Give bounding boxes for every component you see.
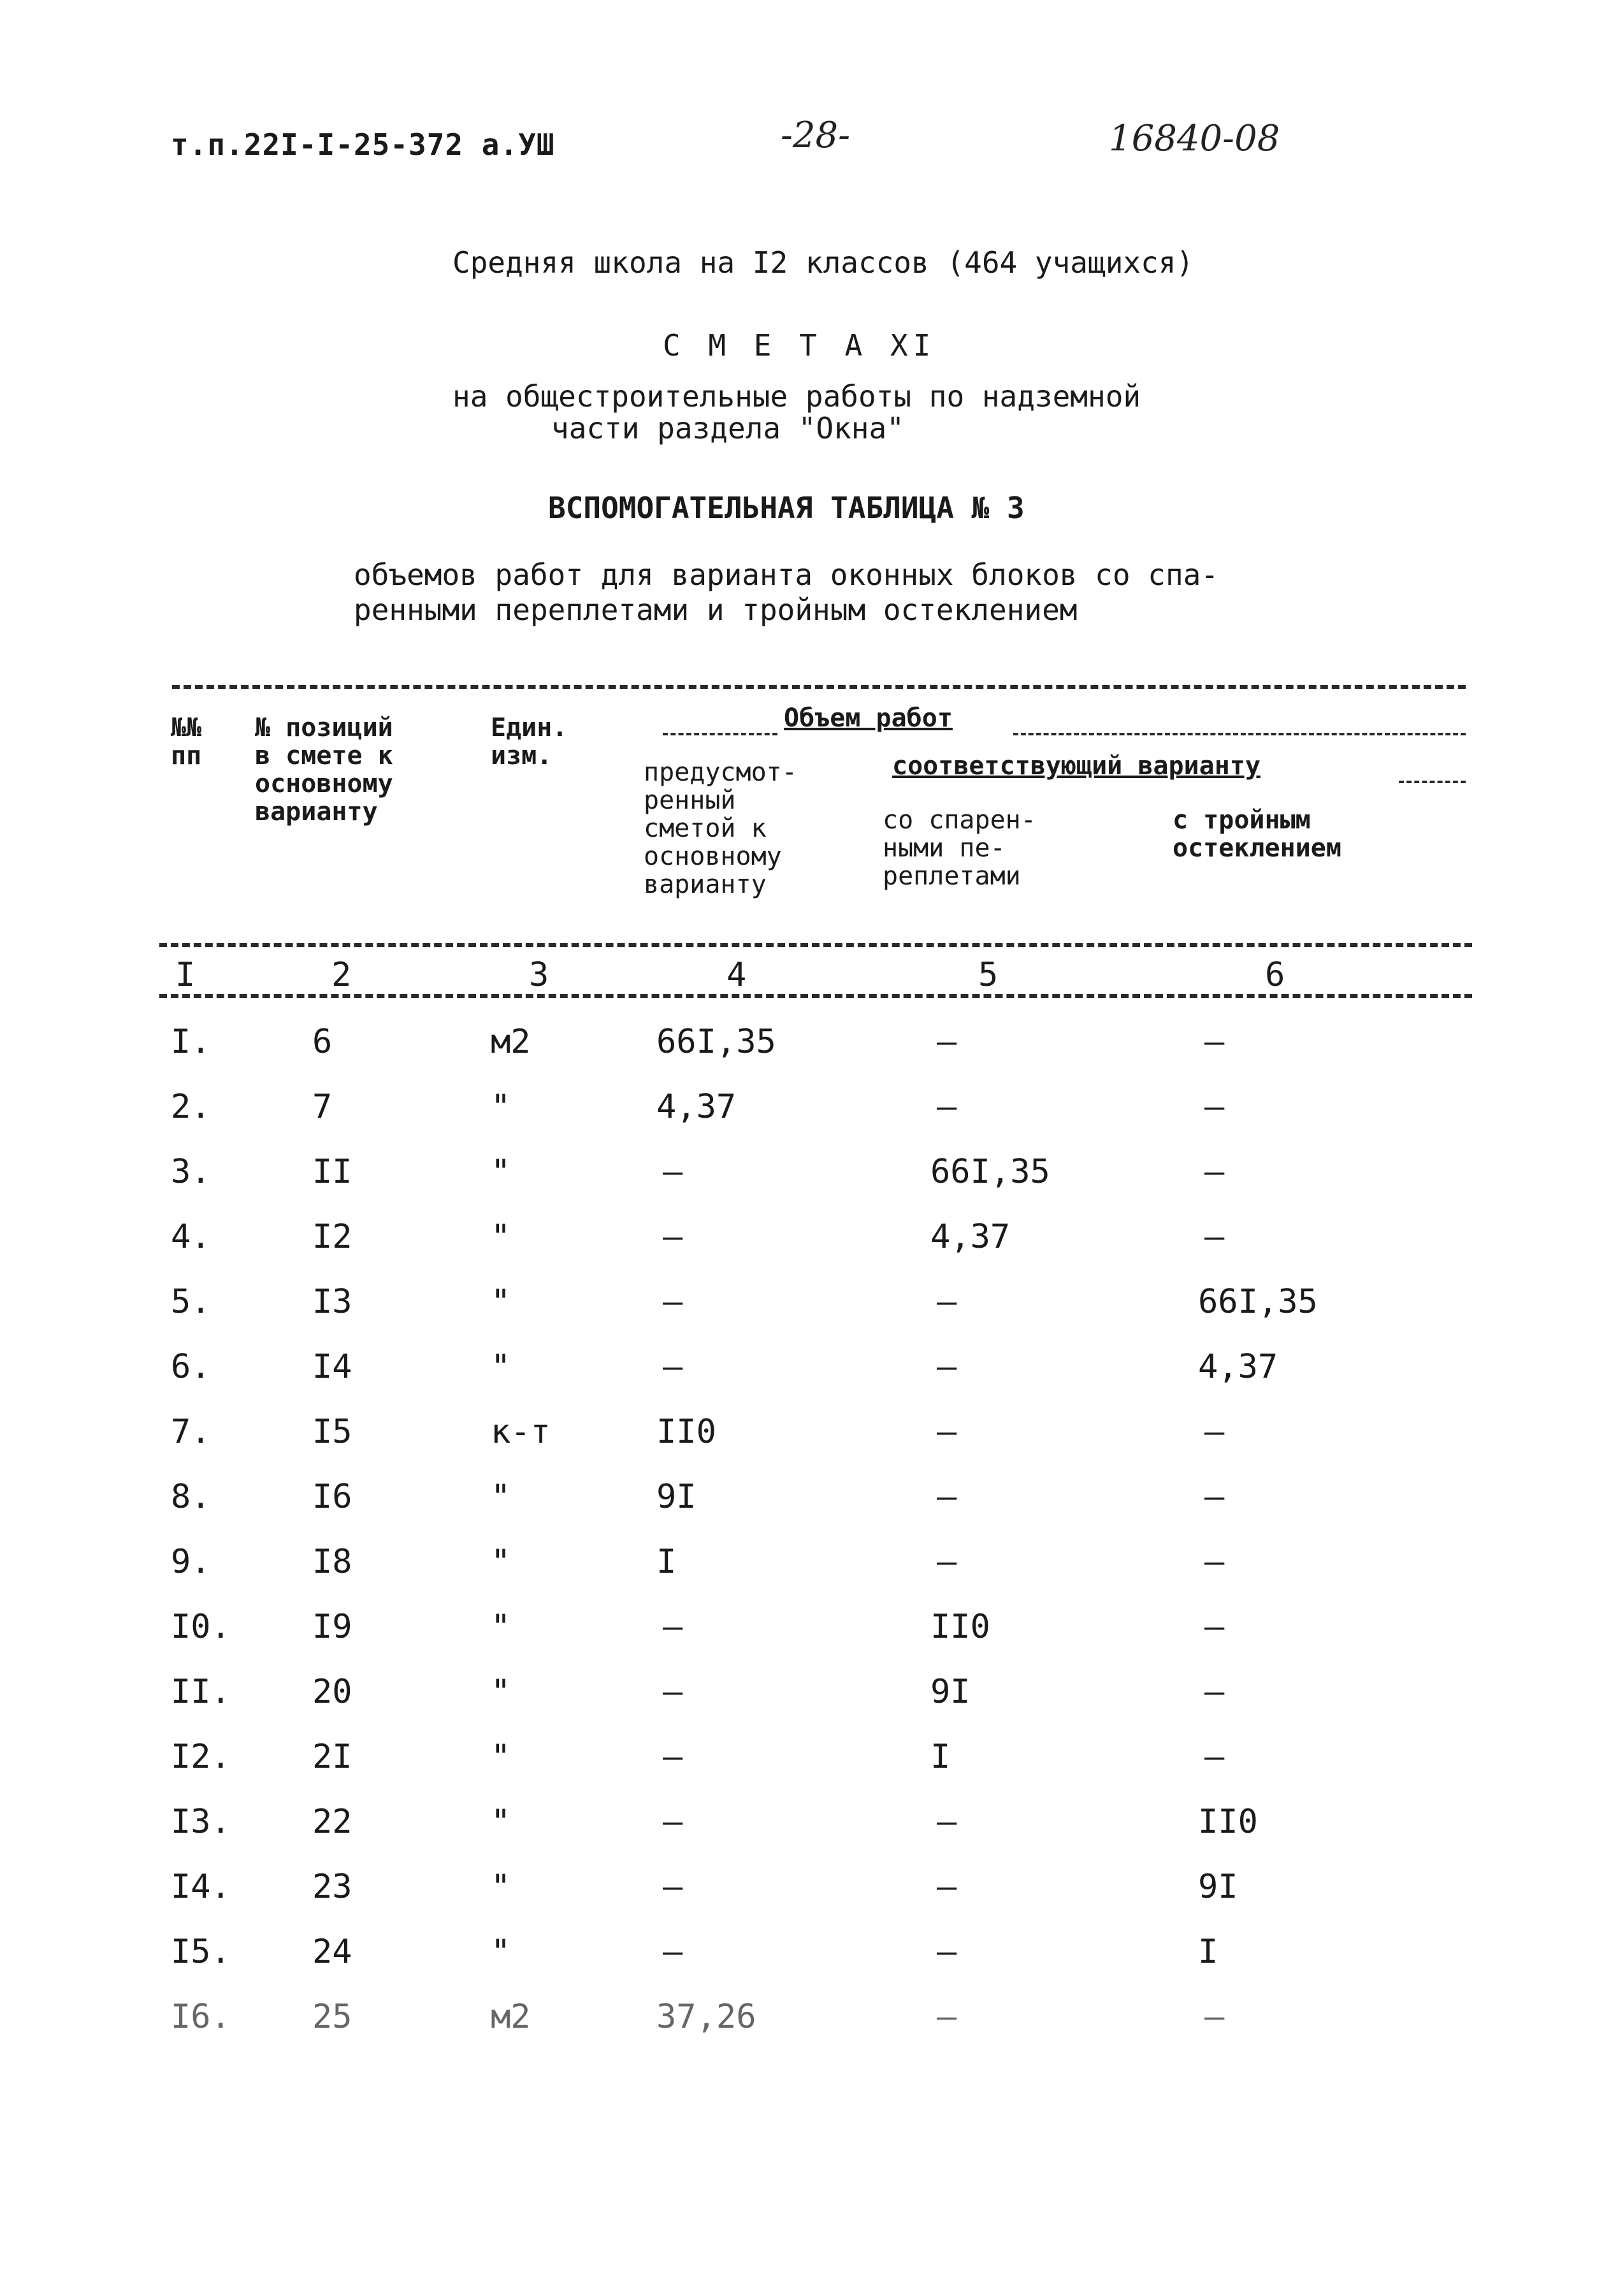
table-top-rule: [172, 685, 1466, 689]
position-number: 25: [312, 1998, 352, 2036]
position-number: I9: [312, 1608, 352, 1646]
row-number: 3.: [171, 1153, 211, 1191]
paired-sashes-value: –: [937, 1348, 957, 1386]
document-reference: т.п.22I-I-25-372 а.УШ: [171, 127, 555, 162]
row-number: 7.: [171, 1413, 211, 1451]
base-variant-value: I: [656, 1543, 677, 1581]
unit: ": [491, 1153, 511, 1191]
header-col-base-variant: предусмот- ренный сметой к основному варианту: [644, 758, 797, 899]
column-numbers-top-rule: [159, 943, 1472, 947]
base-variant-value: –: [663, 1348, 683, 1386]
paired-sashes-value: –: [937, 1998, 957, 2036]
unit: ": [491, 1738, 511, 1776]
header-col-triple-glazing: с тройным остеклением: [1173, 805, 1341, 863]
unit: ": [491, 1803, 511, 1841]
base-variant-value: –: [663, 1738, 683, 1776]
school-title: Средняя школа на I2 классов (464 учащихся): [452, 245, 1194, 280]
triple-glazing-value: II0: [1198, 1803, 1258, 1841]
unit: ": [491, 1283, 511, 1321]
paired-sashes-value: 66I,35: [930, 1153, 1050, 1191]
row-number: 2.: [171, 1088, 211, 1126]
subgroup-rule-right: [1399, 781, 1466, 783]
unit: ": [491, 1933, 511, 1971]
paired-sashes-value: 4,37: [930, 1218, 1011, 1256]
row-number: 6.: [171, 1348, 211, 1386]
position-number: I6: [312, 1478, 352, 1516]
header-col-number: №№ пп: [171, 713, 202, 770]
position-number: 24: [312, 1933, 352, 1971]
triple-glazing-value: –: [1204, 1088, 1225, 1126]
unit: ": [491, 1088, 511, 1126]
paired-sashes-value: –: [937, 1543, 957, 1581]
column-number: 3: [529, 956, 549, 994]
row-number: I2.: [171, 1738, 231, 1776]
row-number: II.: [171, 1673, 231, 1711]
position-number: 6: [312, 1023, 333, 1061]
unit: ": [491, 1608, 511, 1646]
group-rule-left: [663, 733, 777, 735]
triple-glazing-value: –: [1204, 1413, 1225, 1451]
unit: ": [491, 1218, 511, 1256]
base-variant-value: –: [663, 1153, 683, 1191]
triple-glazing-value: 4,37: [1198, 1348, 1278, 1386]
column-number: 4: [726, 956, 747, 994]
triple-glazing-value: –: [1204, 1218, 1225, 1256]
row-number: I.: [171, 1023, 211, 1061]
triple-glazing-value: 66I,35: [1198, 1283, 1318, 1321]
unit: к-т: [491, 1413, 551, 1451]
estimate-title: С М Е Т А XI: [663, 328, 936, 363]
header-col-unit: Един. изм.: [491, 713, 568, 770]
paired-sashes-value: I: [930, 1738, 951, 1776]
base-variant-value: –: [663, 1803, 683, 1841]
header-col-paired-sashes: со спарен- ными пе- реплетами: [883, 805, 1036, 891]
paired-sashes-value: –: [937, 1478, 957, 1516]
base-variant-value: –: [663, 1608, 683, 1646]
paired-sashes-value: –: [937, 1413, 957, 1451]
base-variant-value: 4,37: [656, 1088, 737, 1126]
estimate-subject-line1: на общестроительные работы по надземной: [452, 379, 1141, 414]
unit: ": [491, 1673, 511, 1711]
triple-glazing-value: –: [1204, 1738, 1225, 1776]
unit: ": [491, 1868, 511, 1906]
triple-glazing-value: 9I: [1198, 1868, 1238, 1906]
paired-sashes-value: –: [937, 1933, 957, 1971]
position-number: 23: [312, 1868, 352, 1906]
position-number: 7: [312, 1088, 333, 1126]
row-number: I4.: [171, 1868, 231, 1906]
position-number: I2: [312, 1218, 352, 1256]
table-subject-line2: ренными переплетами и тройным остеклением: [354, 593, 1078, 627]
group-rule-right: [1013, 733, 1466, 735]
row-number: I6.: [171, 1998, 231, 2036]
row-number: 5.: [171, 1283, 211, 1321]
position-number: 22: [312, 1803, 352, 1841]
header-group-volume: Объем работ: [784, 704, 953, 733]
position-number: 2I: [312, 1738, 352, 1776]
row-number: 4.: [171, 1218, 211, 1256]
base-variant-value: 66I,35: [656, 1023, 776, 1061]
base-variant-value: 9I: [656, 1478, 697, 1516]
row-number: I3.: [171, 1803, 231, 1841]
column-number: 5: [978, 956, 999, 994]
position-number: II: [312, 1153, 352, 1191]
paired-sashes-value: II0: [930, 1608, 990, 1646]
triple-glazing-value: –: [1204, 1673, 1225, 1711]
unit: м2: [491, 1023, 531, 1061]
triple-glazing-value: –: [1204, 1608, 1225, 1646]
position-number: I8: [312, 1543, 352, 1581]
unit: м2: [491, 1998, 531, 2036]
base-variant-value: –: [663, 1933, 683, 1971]
table-subject-line1: объемов работ для варианта оконных блоков со спа-: [354, 558, 1219, 592]
row-number: 9.: [171, 1543, 211, 1581]
base-variant-value: –: [663, 1673, 683, 1711]
position-number: I4: [312, 1348, 352, 1386]
header-col-position: № позиций в смете к основному варианту: [255, 713, 393, 827]
triple-glazing-value: –: [1204, 1153, 1225, 1191]
unit: ": [491, 1543, 511, 1581]
triple-glazing-value: –: [1204, 1543, 1225, 1581]
page-number: -28-: [781, 115, 851, 156]
column-number: I: [175, 956, 196, 994]
base-variant-value: 37,26: [656, 1998, 756, 2036]
row-number: I0.: [171, 1608, 231, 1646]
triple-glazing-value: –: [1204, 1478, 1225, 1516]
paired-sashes-value: –: [937, 1283, 957, 1321]
base-variant-value: –: [663, 1868, 683, 1906]
column-number: 2: [331, 956, 352, 994]
position-number: 20: [312, 1673, 352, 1711]
unit: ": [491, 1478, 511, 1516]
base-variant-value: –: [663, 1218, 683, 1256]
row-number: 8.: [171, 1478, 211, 1516]
row-number: I5.: [171, 1933, 231, 1971]
paired-sashes-value: –: [937, 1088, 957, 1126]
position-number: I3: [312, 1283, 352, 1321]
estimate-subject-line2: части раздела "Окна": [551, 411, 904, 445]
archive-number: 16840-08: [1109, 118, 1280, 159]
header-subgroup-variant: соответствующий варианту: [892, 751, 1260, 781]
paired-sashes-value: –: [937, 1868, 957, 1906]
table-title: ВСПОМОГАТЕЛЬНАЯ ТАБЛИЦА № 3: [548, 491, 1025, 525]
column-number: 6: [1265, 956, 1285, 994]
position-number: I5: [312, 1413, 352, 1451]
column-numbers-bottom-rule: [159, 994, 1472, 998]
unit: ": [491, 1348, 511, 1386]
triple-glazing-value: –: [1204, 1998, 1225, 2036]
base-variant-value: –: [663, 1283, 683, 1321]
paired-sashes-value: –: [937, 1023, 957, 1061]
base-variant-value: II0: [656, 1413, 716, 1451]
paired-sashes-value: –: [937, 1803, 957, 1841]
triple-glazing-value: –: [1204, 1023, 1225, 1061]
paired-sashes-value: 9I: [930, 1673, 971, 1711]
triple-glazing-value: I: [1198, 1933, 1218, 1971]
